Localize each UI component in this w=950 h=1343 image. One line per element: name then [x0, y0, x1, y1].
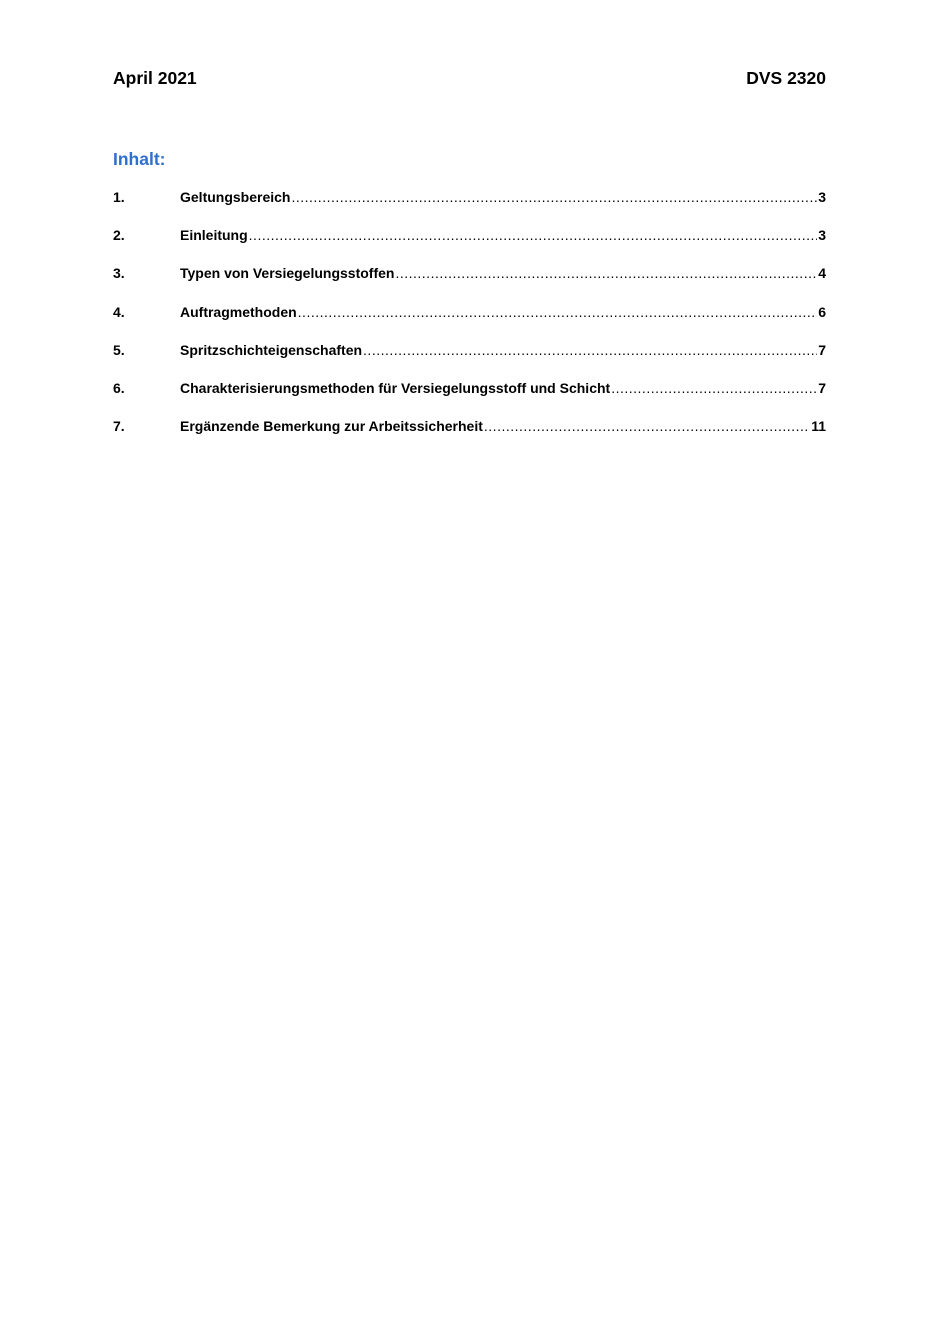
toc-entry-number: 2. — [113, 227, 125, 244]
toc-entry-page: 7 — [818, 341, 826, 358]
toc-entry-page: 6 — [818, 303, 826, 320]
table-of-contents — [113, 189, 826, 456]
toc-entry[interactable] — [113, 304, 826, 342]
toc-entry-number: 1. — [113, 189, 125, 205]
toc-entry-number: 7. — [113, 418, 125, 435]
toc-heading: Inhalt: — [113, 149, 166, 169]
toc-entry-page: 3 — [818, 189, 826, 205]
toc-entry-number: 5. — [113, 341, 125, 358]
toc-entry[interactable] — [113, 342, 826, 380]
toc-dot-leader — [484, 418, 810, 434]
header-document-id: DVS 2320 — [746, 68, 826, 88]
toc-entry-number: 4. — [113, 303, 125, 320]
toc-entry-title: Geltungsbereich — [180, 189, 291, 205]
toc-dot-leader — [291, 189, 817, 205]
toc-entry-title: Ergänzende Bemerkung zur Arbeitssicherheit — [180, 418, 483, 435]
toc-entry-number: 3. — [113, 265, 125, 282]
header-date: April 2021 — [113, 68, 197, 88]
toc-entry-title: Charakterisierungsmethoden für Versiegelungsstoff und Schicht — [180, 379, 611, 396]
toc-dot-leader — [395, 265, 817, 281]
toc-entry-number: 6. — [113, 379, 125, 396]
toc-entry-page: 4 — [818, 265, 826, 282]
toc-entry[interactable] — [113, 380, 826, 418]
toc-entry[interactable] — [113, 418, 826, 456]
toc-entry-title: Auftragmethoden — [180, 303, 297, 320]
toc-entry[interactable] — [113, 189, 826, 227]
toc-entry-title: Spritzschichteigenschaften — [180, 341, 363, 358]
toc-entry-page: 3 — [818, 227, 826, 244]
toc-entry-page: 7 — [818, 379, 826, 396]
toc-dot-leader — [249, 227, 818, 243]
toc-entry[interactable] — [113, 227, 826, 265]
toc-entry-title: Typen von Versiegelungsstoffen — [180, 265, 395, 282]
toc-dot-leader — [611, 380, 817, 396]
toc-dot-leader — [298, 304, 818, 320]
toc-entry[interactable] — [113, 265, 826, 303]
toc-dot-leader — [363, 342, 817, 358]
toc-entry-page: 11 — [811, 418, 826, 435]
toc-entry-title: Einleitung — [180, 227, 248, 244]
